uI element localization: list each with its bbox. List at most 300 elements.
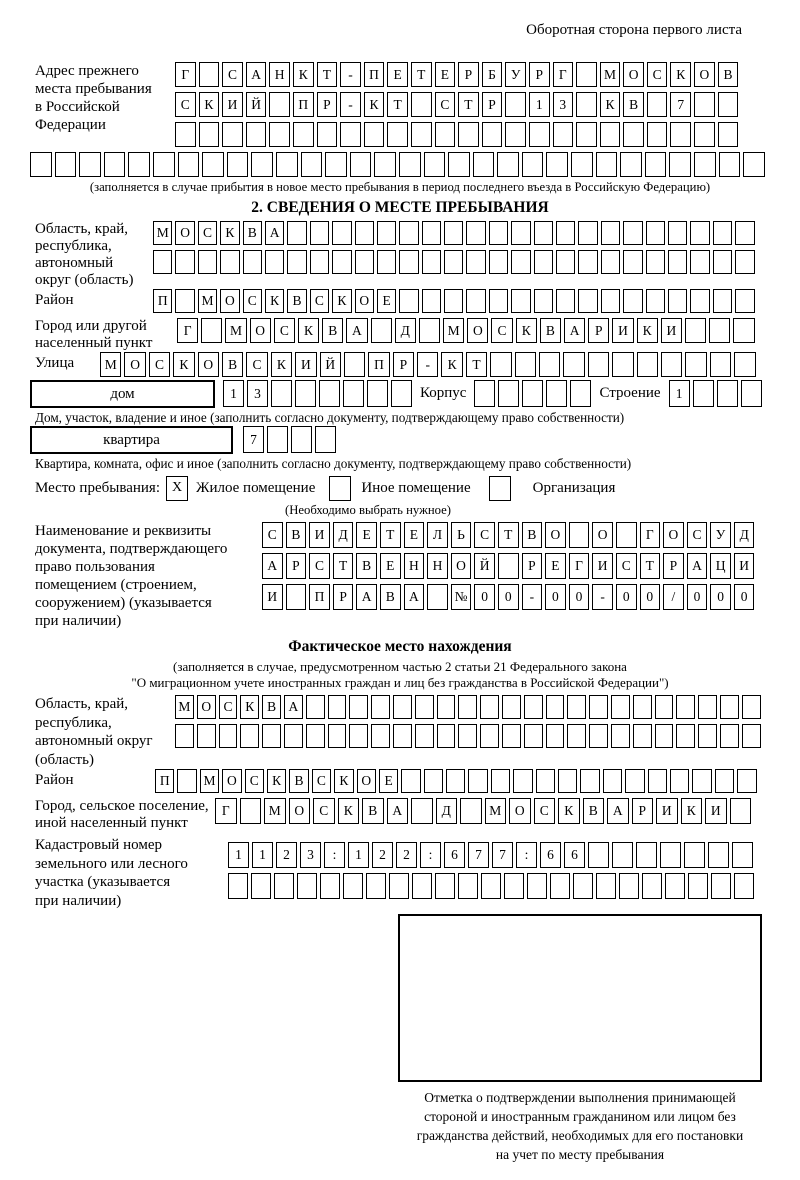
char-cell[interactable] [647,122,668,147]
char-cell[interactable] [694,152,716,177]
char-cell[interactable]: - [592,584,613,610]
char-cell[interactable]: Е [377,289,396,313]
char-cell[interactable] [578,221,597,245]
char-cell[interactable] [343,380,364,407]
char-cell[interactable]: О [222,769,241,793]
char-cell[interactable] [227,152,249,177]
char-cell[interactable] [720,724,739,748]
char-cell[interactable] [556,221,575,245]
char-cell[interactable] [505,92,526,117]
char-cell[interactable]: Й [246,92,267,117]
char-cell[interactable]: В [362,798,384,824]
stay-type-checkbox-organization[interactable] [489,476,511,501]
char-cell[interactable]: К [637,318,658,343]
char-cell[interactable] [694,122,715,147]
char-cell[interactable] [534,250,553,274]
char-cell[interactable]: - [340,62,361,87]
char-cell[interactable] [310,221,329,245]
char-cell[interactable] [222,122,243,147]
char-cell[interactable] [435,873,455,899]
char-cell[interactable] [489,250,508,274]
char-cell[interactable] [349,695,368,719]
char-cell[interactable] [286,584,307,610]
char-cell[interactable]: А [607,798,629,824]
char-cell[interactable] [742,695,761,719]
char-cell[interactable]: О [124,352,145,377]
char-cell[interactable]: С [243,289,262,313]
char-cell[interactable] [623,250,642,274]
char-cell[interactable]: Т [640,553,661,579]
char-cell[interactable]: Г [177,318,198,343]
char-cell[interactable]: А [387,798,409,824]
char-cell[interactable]: Н [404,553,425,579]
char-cell[interactable] [276,152,298,177]
char-cell[interactable] [513,769,532,793]
char-cell[interactable] [524,724,543,748]
char-cell[interactable]: Л [427,522,448,548]
char-cell[interactable]: 7 [670,92,691,117]
char-cell[interactable] [611,695,630,719]
char-cell[interactable] [713,250,732,274]
char-cell[interactable] [344,352,365,377]
char-cell[interactable]: О [509,798,531,824]
char-cell[interactable]: А [356,584,377,610]
char-cell[interactable] [197,724,216,748]
char-cell[interactable]: Т [458,92,479,117]
char-cell[interactable] [536,769,555,793]
char-cell[interactable] [623,289,642,313]
char-cell[interactable] [737,769,756,793]
char-cell[interactable] [411,122,432,147]
char-cell[interactable]: Е [356,522,377,548]
char-cell[interactable]: О [357,769,376,793]
char-cell[interactable] [297,873,317,899]
char-cell[interactable] [637,352,658,377]
char-cell[interactable]: У [710,522,731,548]
char-cell[interactable] [676,695,695,719]
char-cell[interactable] [611,724,630,748]
char-cell[interactable] [633,695,652,719]
char-cell[interactable] [570,380,591,407]
char-cell[interactable] [265,250,284,274]
char-cell[interactable]: Г [175,62,196,87]
char-cell[interactable] [437,695,456,719]
char-cell[interactable] [175,289,194,313]
char-cell[interactable]: Е [404,522,425,548]
char-cell[interactable]: Т [498,522,519,548]
char-cell[interactable] [340,122,361,147]
char-cell[interactable]: К [265,289,284,313]
char-cell[interactable]: Т [387,92,408,117]
char-cell[interactable]: Й [320,352,341,377]
char-cell[interactable]: 0 [687,584,708,610]
char-cell[interactable] [411,798,433,824]
char-cell[interactable]: Г [569,553,590,579]
char-cell[interactable]: С [312,769,331,793]
char-cell[interactable] [251,873,271,899]
char-cell[interactable]: И [734,553,755,579]
char-cell[interactable] [79,152,101,177]
char-cell[interactable]: Д [436,798,458,824]
char-cell[interactable] [646,250,665,274]
char-cell[interactable]: В [262,695,281,719]
char-cell[interactable] [730,798,752,824]
char-cell[interactable] [589,695,608,719]
char-cell[interactable] [633,724,652,748]
char-cell[interactable]: С [313,798,335,824]
char-cell[interactable]: К [681,798,703,824]
char-cell[interactable] [690,250,709,274]
char-cell[interactable] [104,152,126,177]
char-cell[interactable]: О [220,289,239,313]
char-cell[interactable] [153,250,172,274]
char-cell[interactable]: Е [387,62,408,87]
char-cell[interactable] [269,92,290,117]
char-cell[interactable] [178,152,200,177]
char-cell[interactable] [620,152,642,177]
char-cell[interactable] [328,724,347,748]
char-cell[interactable] [660,842,681,868]
char-cell[interactable]: 1 [223,380,244,407]
char-cell[interactable]: О [355,289,374,313]
char-cell[interactable] [219,724,238,748]
char-cell[interactable] [424,152,446,177]
char-cell[interactable] [534,289,553,313]
char-cell[interactable]: - [417,352,438,377]
char-cell[interactable]: В [583,798,605,824]
char-cell[interactable] [578,289,597,313]
char-cell[interactable] [325,152,347,177]
char-cell[interactable] [720,695,739,719]
char-cell[interactable]: М [153,221,172,245]
char-cell[interactable] [578,250,597,274]
char-cell[interactable]: И [592,553,613,579]
char-cell[interactable] [287,250,306,274]
char-cell[interactable] [287,221,306,245]
char-cell[interactable] [646,221,665,245]
char-cell[interactable] [563,352,584,377]
char-cell[interactable] [466,250,485,274]
char-cell[interactable]: Р [663,553,684,579]
char-cell[interactable] [693,380,714,407]
char-cell[interactable] [458,122,479,147]
char-cell[interactable]: П [153,289,172,313]
char-cell[interactable]: 2 [372,842,393,868]
char-cell[interactable]: С [616,553,637,579]
char-cell[interactable] [553,122,574,147]
char-cell[interactable] [717,380,738,407]
char-cell[interactable]: О [592,522,613,548]
char-cell[interactable] [546,380,567,407]
char-cell[interactable] [274,873,294,899]
char-cell[interactable]: А [564,318,585,343]
char-cell[interactable] [481,873,501,899]
char-cell[interactable]: Р [393,352,414,377]
char-cell[interactable] [600,122,621,147]
char-cell[interactable] [580,769,599,793]
char-cell[interactable]: П [364,62,385,87]
char-cell[interactable] [527,873,547,899]
char-cell[interactable] [546,695,565,719]
char-cell[interactable]: Д [734,522,755,548]
char-cell[interactable] [422,221,441,245]
char-cell[interactable]: Т [380,522,401,548]
char-cell[interactable]: - [340,92,361,117]
char-cell[interactable] [601,289,620,313]
char-cell[interactable]: С [309,553,330,579]
char-cell[interactable] [240,798,262,824]
char-cell[interactable] [295,380,316,407]
char-cell[interactable] [319,380,340,407]
char-cell[interactable] [742,724,761,748]
char-cell[interactable]: О [623,62,644,87]
char-cell[interactable]: В [286,522,307,548]
char-cell[interactable] [511,221,530,245]
char-cell[interactable] [567,695,586,719]
char-cell[interactable]: 1 [252,842,273,868]
char-cell[interactable] [393,695,412,719]
char-cell[interactable]: Е [379,769,398,793]
char-cell[interactable] [246,122,267,147]
char-cell[interactable] [735,221,754,245]
char-cell[interactable]: 6 [444,842,465,868]
char-cell[interactable]: М [264,798,286,824]
char-cell[interactable] [690,221,709,245]
char-cell[interactable]: И [705,798,727,824]
char-cell[interactable] [719,152,741,177]
char-cell[interactable]: В [322,318,343,343]
char-cell[interactable]: Д [395,318,416,343]
char-cell[interactable]: С [262,522,283,548]
char-cell[interactable] [646,289,665,313]
char-cell[interactable]: П [293,92,314,117]
char-cell[interactable] [332,221,351,245]
char-cell[interactable] [175,122,196,147]
char-cell[interactable]: С [222,62,243,87]
char-cell[interactable]: О [198,352,219,377]
char-cell[interactable] [177,769,196,793]
char-cell[interactable] [55,152,77,177]
char-cell[interactable]: 3 [553,92,574,117]
char-cell[interactable]: К [338,798,360,824]
char-cell[interactable] [529,122,550,147]
char-cell[interactable] [198,250,217,274]
char-cell[interactable]: 0 [545,584,566,610]
char-cell[interactable] [415,724,434,748]
char-cell[interactable]: Г [215,798,237,824]
char-cell[interactable]: / [663,584,684,610]
char-cell[interactable]: А [265,221,284,245]
char-cell[interactable]: 7 [492,842,513,868]
char-cell[interactable]: 2 [396,842,417,868]
char-cell[interactable]: 1 [348,842,369,868]
char-cell[interactable]: В [380,584,401,610]
char-cell[interactable]: Р [522,553,543,579]
char-cell[interactable]: Р [458,62,479,87]
char-cell[interactable]: Ц [710,553,731,579]
char-cell[interactable]: Г [640,522,661,548]
char-cell[interactable] [732,842,753,868]
char-cell[interactable] [668,221,687,245]
char-cell[interactable] [371,724,390,748]
char-cell[interactable]: Т [317,62,338,87]
char-cell[interactable] [709,318,730,343]
char-cell[interactable] [502,724,521,748]
char-cell[interactable] [444,250,463,274]
char-cell[interactable]: 6 [564,842,585,868]
char-cell[interactable]: К [173,352,194,377]
char-cell[interactable] [350,152,372,177]
char-cell[interactable] [511,289,530,313]
char-cell[interactable] [546,152,568,177]
char-cell[interactable]: С [149,352,170,377]
char-cell[interactable] [698,695,717,719]
char-cell[interactable] [466,221,485,245]
char-cell[interactable] [524,695,543,719]
char-cell[interactable]: Ь [451,522,472,548]
char-cell[interactable]: - [522,584,543,610]
char-cell[interactable]: Б [482,62,503,87]
char-cell[interactable]: 6 [540,842,561,868]
char-cell[interactable] [735,289,754,313]
char-cell[interactable]: : [516,842,537,868]
char-cell[interactable] [320,873,340,899]
char-cell[interactable]: М [443,318,464,343]
char-cell[interactable]: О [467,318,488,343]
char-cell[interactable]: К [332,289,351,313]
char-cell[interactable]: : [420,842,441,868]
char-cell[interactable]: О [545,522,566,548]
char-cell[interactable] [567,724,586,748]
char-cell[interactable]: А [404,584,425,610]
char-cell[interactable] [458,873,478,899]
char-cell[interactable]: П [309,584,330,610]
char-cell[interactable]: С [310,289,329,313]
char-cell[interactable] [648,769,667,793]
char-cell[interactable] [355,221,374,245]
char-cell[interactable]: С [246,352,267,377]
char-cell[interactable] [301,152,323,177]
char-cell[interactable]: В [222,352,243,377]
char-cell[interactable] [708,842,729,868]
char-cell[interactable]: О [694,62,715,87]
char-cell[interactable]: С [687,522,708,548]
char-cell[interactable]: О [175,221,194,245]
char-cell[interactable] [466,289,485,313]
char-cell[interactable] [625,769,644,793]
char-cell[interactable] [655,695,674,719]
char-cell[interactable]: 0 [474,584,495,610]
char-cell[interactable]: К [267,769,286,793]
char-cell[interactable] [623,122,644,147]
char-cell[interactable] [444,221,463,245]
char-cell[interactable] [306,695,325,719]
char-cell[interactable] [636,842,657,868]
char-cell[interactable]: К [441,352,462,377]
char-cell[interactable]: К [364,92,385,117]
char-cell[interactable] [458,695,477,719]
char-cell[interactable]: 0 [616,584,637,610]
char-cell[interactable] [734,352,755,377]
char-cell[interactable]: И [295,352,316,377]
char-cell[interactable]: С [534,798,556,824]
char-cell[interactable] [317,122,338,147]
char-cell[interactable]: Н [269,62,290,87]
char-cell[interactable]: 1 [529,92,550,117]
char-cell[interactable]: В [718,62,739,87]
char-cell[interactable] [665,873,685,899]
char-cell[interactable]: К [293,62,314,87]
char-cell[interactable] [576,92,597,117]
char-cell[interactable] [588,842,609,868]
char-cell[interactable]: И [612,318,633,343]
char-cell[interactable] [601,250,620,274]
char-cell[interactable] [332,250,351,274]
char-cell[interactable] [460,798,482,824]
char-cell[interactable]: 1 [669,380,690,407]
char-cell[interactable] [596,873,616,899]
char-cell[interactable]: С [175,92,196,117]
char-cell[interactable] [676,724,695,748]
char-cell[interactable] [489,289,508,313]
char-cell[interactable] [515,352,536,377]
char-cell[interactable]: 0 [569,584,590,610]
char-cell[interactable]: 0 [734,584,755,610]
char-cell[interactable] [377,221,396,245]
char-cell[interactable]: С [435,92,456,117]
char-cell[interactable] [718,122,739,147]
char-cell[interactable]: К [334,769,353,793]
char-cell[interactable] [401,769,420,793]
char-cell[interactable]: 1 [228,842,249,868]
char-cell[interactable] [387,122,408,147]
char-cell[interactable] [668,250,687,274]
char-cell[interactable]: И [222,92,243,117]
char-cell[interactable] [647,92,668,117]
char-cell[interactable]: О [663,522,684,548]
char-cell[interactable] [612,352,633,377]
char-cell[interactable] [153,152,175,177]
char-cell[interactable] [596,152,618,177]
char-cell[interactable]: А [687,553,708,579]
char-cell[interactable] [539,352,560,377]
char-cell[interactable]: М [175,695,194,719]
char-cell[interactable]: Т [333,553,354,579]
char-cell[interactable] [399,250,418,274]
char-cell[interactable] [645,152,667,177]
char-cell[interactable]: С [647,62,668,87]
char-cell[interactable]: М [600,62,621,87]
char-cell[interactable]: А [246,62,267,87]
char-cell[interactable]: Т [466,352,487,377]
char-cell[interactable]: Т [411,62,432,87]
char-cell[interactable] [661,352,682,377]
char-cell[interactable] [366,873,386,899]
char-cell[interactable] [504,873,524,899]
char-cell[interactable] [522,152,544,177]
char-cell[interactable] [175,724,194,748]
char-cell[interactable]: С [474,522,495,548]
char-cell[interactable]: В [623,92,644,117]
char-cell[interactable] [589,724,608,748]
char-cell[interactable]: А [262,553,283,579]
char-cell[interactable] [262,724,281,748]
char-cell[interactable]: Р [317,92,338,117]
char-cell[interactable] [558,769,577,793]
char-cell[interactable] [534,221,553,245]
char-cell[interactable]: Е [545,553,566,579]
char-cell[interactable]: Р [286,553,307,579]
